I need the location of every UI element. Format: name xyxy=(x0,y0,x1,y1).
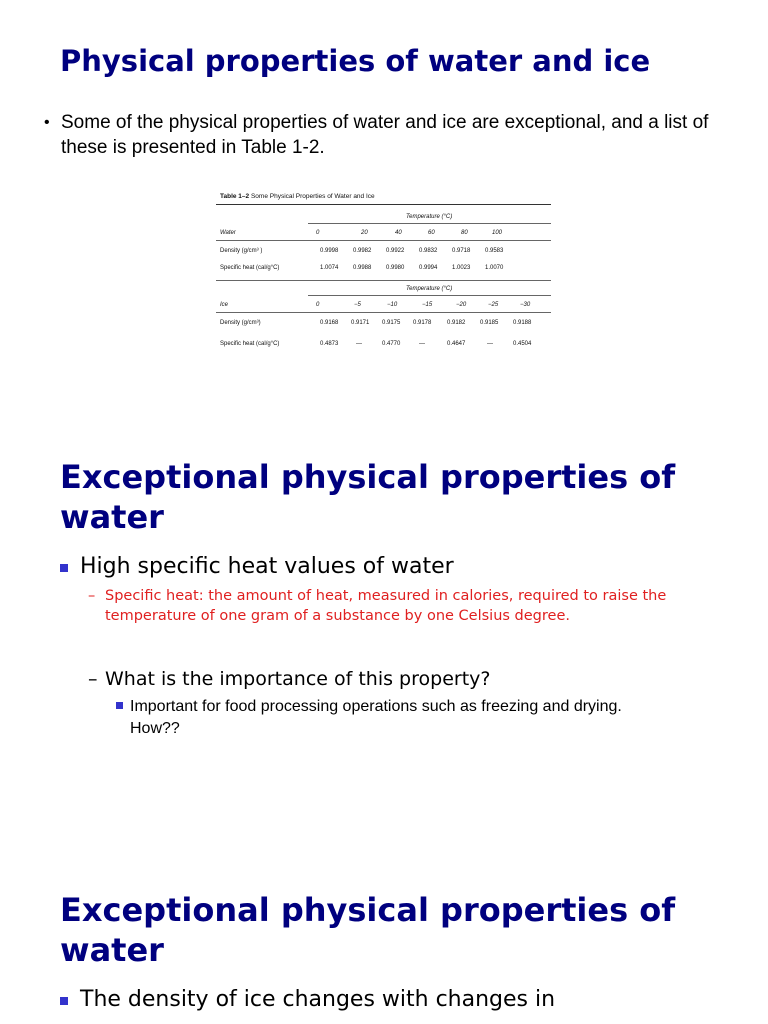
ice-density-0: 0.9168 xyxy=(320,320,339,326)
ice-heat-5: — xyxy=(487,341,493,347)
water-density-1: 0.9982 xyxy=(353,248,372,254)
ice-density-label: Density (g/cm³) xyxy=(220,320,261,326)
water-heat-5: 1.0070 xyxy=(485,265,504,271)
ice-density-3: 0.9178 xyxy=(413,320,432,326)
definition-text: Specific heat: the amount of heat, measured in calories, required to raise the temperature of one gram of a substance by one Celsius degree. xyxy=(105,588,667,624)
ice-temp-0: 0 xyxy=(316,302,320,308)
ice-heat-6: 0.4504 xyxy=(513,341,532,347)
water-heat-4: 1.0023 xyxy=(452,265,471,271)
question-text: What is the importance of this property? xyxy=(105,668,491,690)
water-density-3: 0.9832 xyxy=(419,248,438,254)
ice-heat-3: — xyxy=(419,341,425,347)
water-temp-1: 20 xyxy=(361,230,368,236)
water-density-4: 0.9718 xyxy=(452,248,471,254)
ice-temp-header: Temperature (°C) xyxy=(406,286,453,292)
water-bottom-rule xyxy=(216,280,551,281)
bullet-dot-icon: • xyxy=(44,114,50,131)
water-density-0: 0.9998 xyxy=(320,248,339,254)
slide-1-title: Physical properties of water and ice xyxy=(60,44,651,78)
water-temp-header: Temperature (°C) xyxy=(406,214,453,220)
square-bullet-icon xyxy=(116,702,123,709)
table-caption-number: Table 1–2 xyxy=(220,193,250,200)
ice-temp-rule xyxy=(308,295,551,296)
ice-heat-1: — xyxy=(356,341,362,347)
question-item xyxy=(88,667,688,691)
ice-density-1: 0.9171 xyxy=(351,320,370,326)
dash-bullet-icon: – xyxy=(88,588,96,604)
slide-3-title: Exceptional physical properties of water xyxy=(60,891,676,969)
definition-item xyxy=(88,586,688,626)
table-caption xyxy=(220,193,375,200)
ice-density-6: 0.9188 xyxy=(513,320,532,326)
ice-density-4: 0.9182 xyxy=(447,320,466,326)
water-temp-rule xyxy=(308,223,551,224)
table-caption-text: Some Physical Properties of Water and Ice xyxy=(249,193,375,200)
square-bullet-icon xyxy=(60,997,68,1005)
ice-heat-0: 0.4873 xyxy=(320,341,339,347)
water-temp-4: 80 xyxy=(461,230,468,236)
slide-2-bullet-text: High specific heat values of water xyxy=(80,554,454,579)
table-top-rule xyxy=(216,204,551,205)
answer-item xyxy=(116,696,676,740)
water-density-2: 0.9922 xyxy=(386,248,405,254)
water-temp-5: 100 xyxy=(492,230,503,236)
water-density-5: 0.9583 xyxy=(485,248,504,254)
ice-header-rule xyxy=(216,312,551,313)
ice-density-2: 0.9175 xyxy=(382,320,401,326)
water-heat-2: 0.9980 xyxy=(386,265,405,271)
water-density-label: Density (g/cm³ ) xyxy=(220,248,263,254)
water-heat-3: 0.9994 xyxy=(419,265,438,271)
slide-2-title: Exceptional physical properties of water xyxy=(60,458,676,536)
ice-temp-2: −10 xyxy=(387,302,398,308)
slide-1-bullet xyxy=(44,110,744,160)
ice-temp-1: −5 xyxy=(354,302,361,308)
water-header-rule xyxy=(216,240,551,241)
water-heat-label: Specific heat (cal/g°C) xyxy=(220,265,280,271)
water-temp-3: 60 xyxy=(428,230,435,236)
water-row-header: Water xyxy=(220,230,236,236)
ice-temp-4: −20 xyxy=(456,302,467,308)
dash-bullet-icon: – xyxy=(88,668,98,690)
ice-temp-3: −15 xyxy=(422,302,433,308)
slide-3-bullet-text: The density of ice changes with changes in xyxy=(80,987,556,1012)
ice-row-header: Ice xyxy=(220,302,229,308)
water-temp-2: 40 xyxy=(395,230,402,236)
ice-density-5: 0.9185 xyxy=(480,320,499,326)
ice-heat-label: Specific heat (cal/g°C) xyxy=(220,341,280,347)
slide-1-bullet-text: Some of the physical properties of water and ice are exceptional, and a list of these is presented in Table 1-2. xyxy=(61,112,709,158)
ice-temp-6: −30 xyxy=(520,302,531,308)
ice-temp-5: −25 xyxy=(488,302,499,308)
answer-text: Important for food processing operations such as freezing and drying. How?? xyxy=(130,698,622,737)
ice-heat-4: 0.4647 xyxy=(447,341,466,347)
water-temp-0: 0 xyxy=(316,230,320,236)
slide-3-bullet xyxy=(60,986,760,1014)
water-heat-1: 0.9988 xyxy=(353,265,372,271)
square-bullet-icon xyxy=(60,564,68,572)
ice-heat-2: 0.4770 xyxy=(382,341,401,347)
water-heat-0: 1.0074 xyxy=(320,265,339,271)
slide-2-bullet xyxy=(60,553,760,581)
